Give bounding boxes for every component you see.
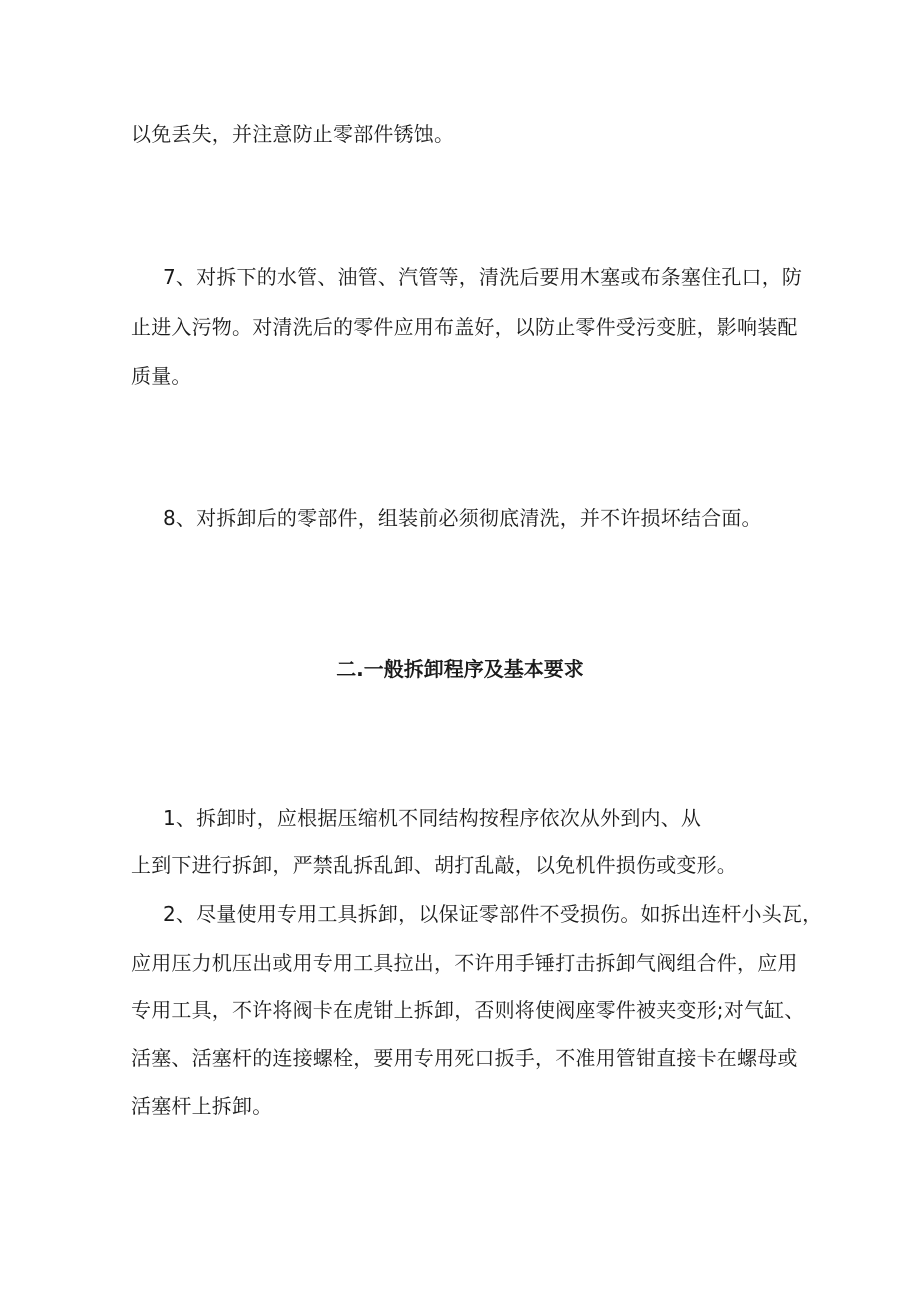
paragraph-continuation-line-1: 以免丢失，并注意防止零部件锈蚀。 — [131, 122, 455, 146]
section-2-item-2-line-5: 活塞杆上拆卸。 — [131, 1094, 273, 1118]
section-2-item-1-line-2: 上到下进行拆卸，严禁乱拆乱卸、胡打乱敲，以免机件损伤或变形。 — [131, 853, 737, 877]
section-2-heading: 二.一般拆卸程序及基本要求 — [336, 657, 584, 681]
section-2-item-2-line-1: 2、尽量使用专用工具拆卸，以保证零部件不受损伤。如拆出连杆小头瓦， — [163, 902, 823, 926]
section-2-item-1-line-1: 1、拆卸时，应根据压缩机不同结构按程序依次从外到内、从 — [163, 806, 702, 830]
item-7-line-2: 止进入污物。对清洗后的零件应用布盖好，以防止零件受污变脏，影响装配 — [131, 315, 798, 339]
item-7-line-3: 质量。 — [131, 364, 192, 388]
section-2-item-2-line-2: 应用压力机压出或用专用工具拉出，不许用手锤打击拆卸气阀组合件，应用 — [131, 951, 798, 975]
item-7-line-1: 7、对拆下的水管、油管、汽管等，清洗后要用木塞或布条塞住孔口，防 — [163, 265, 803, 289]
item-8-line-1: 8、对拆卸后的零部件，组装前必须彻底清洗，并不许损坏结合面。 — [163, 506, 762, 530]
section-2-item-2-line-4: 活塞、活塞杆的连接螺栓，要用专用死口扳手，不准用管钳直接卡在螺母或 — [131, 1046, 798, 1070]
section-2-item-2-line-3: 专用工具，不许将阀卡在虎钳上拆卸，否则将使阀座零件被夹变形;对气缸、 — [131, 998, 805, 1022]
